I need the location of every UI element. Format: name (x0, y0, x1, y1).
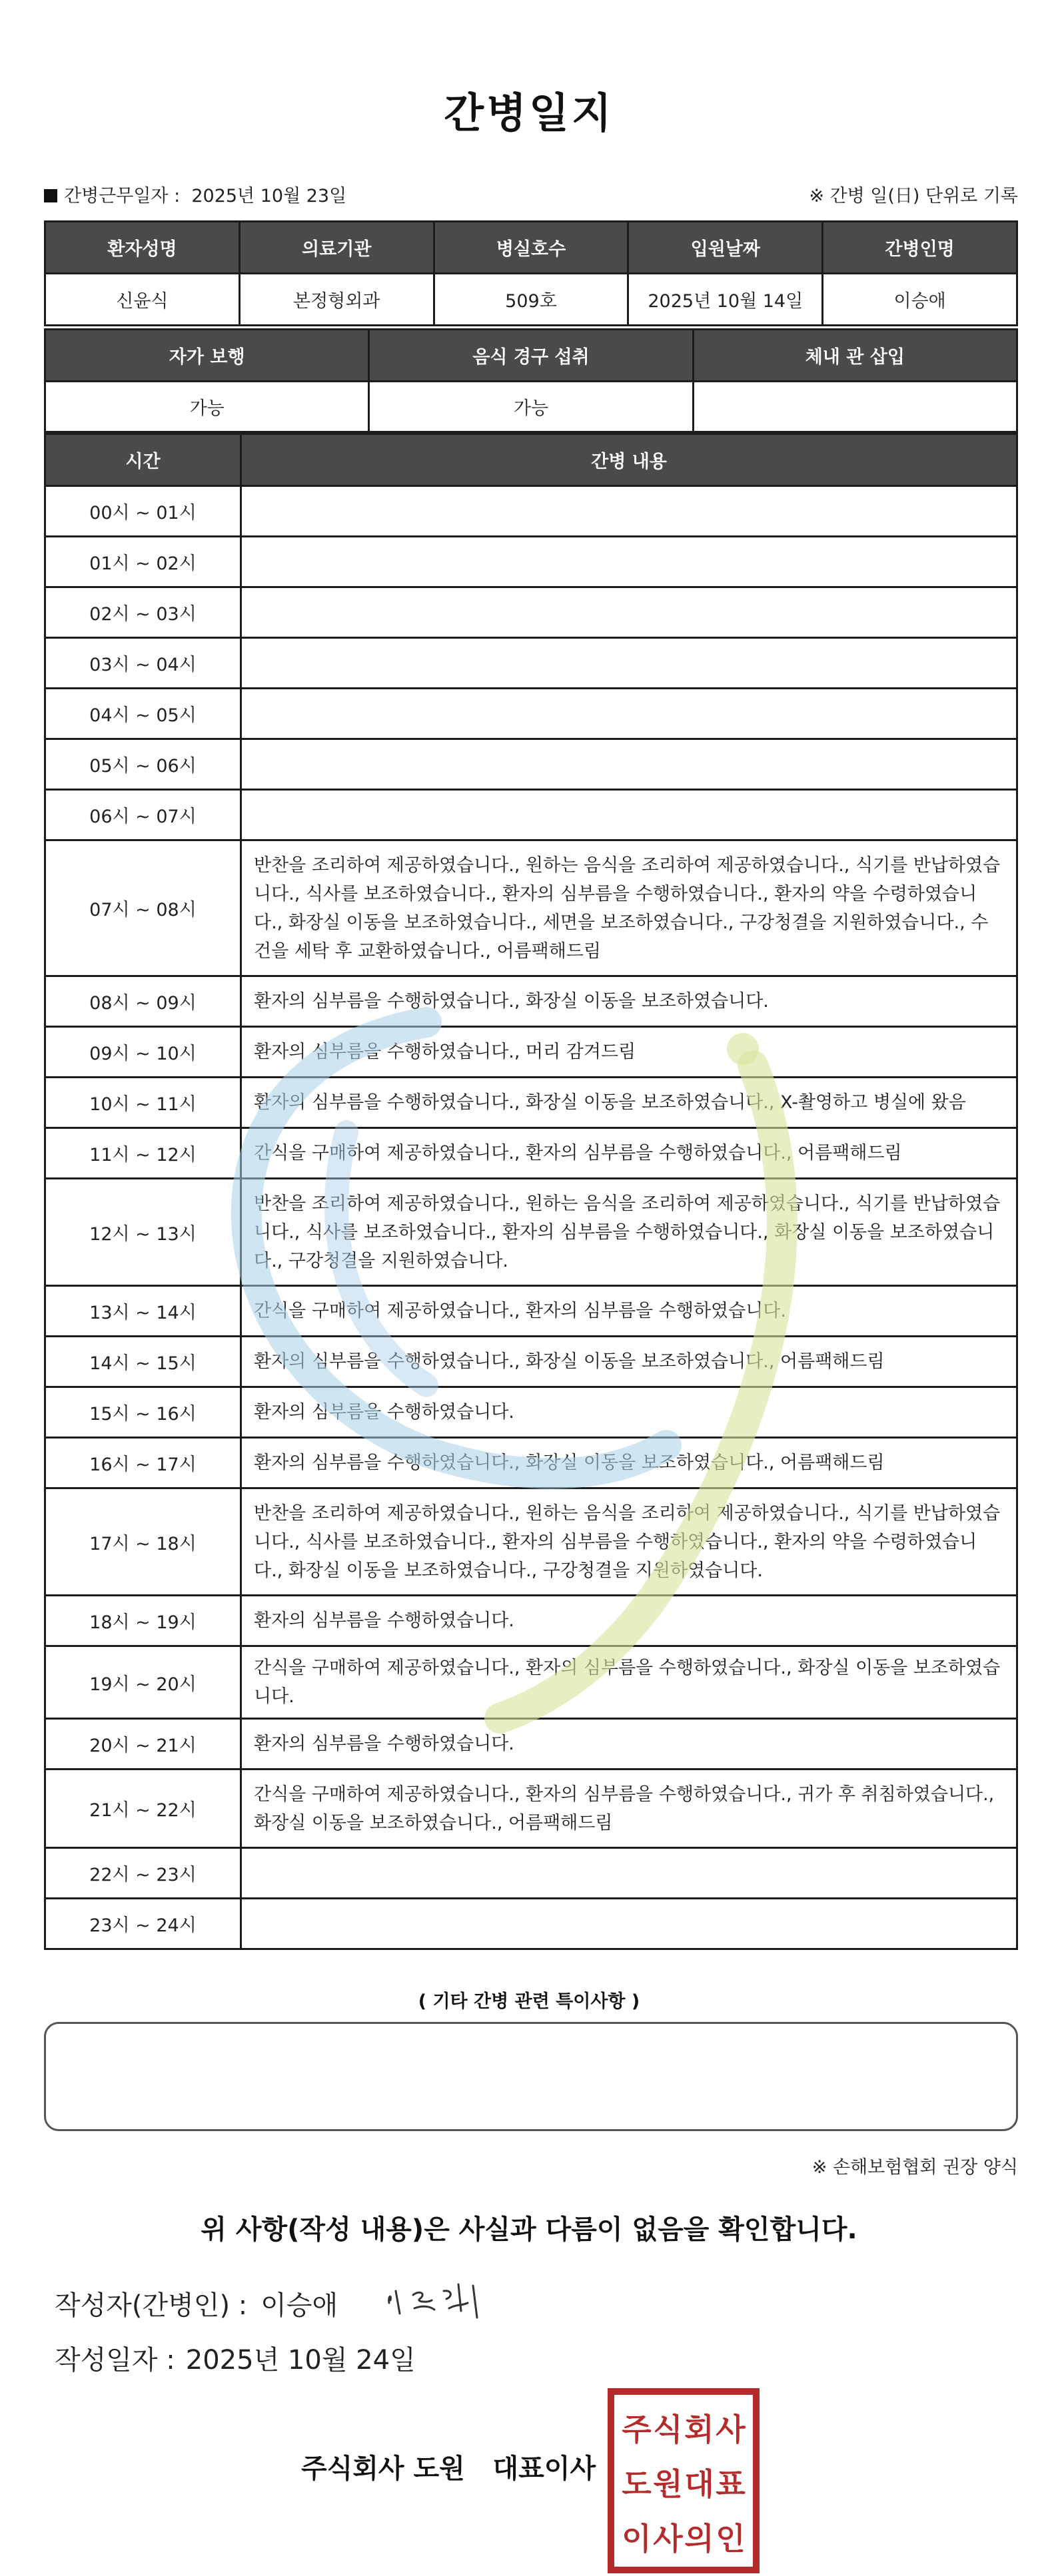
care-log-row (45, 1286, 1017, 1337)
time-slot: 14시 ~ 15시 (45, 1337, 241, 1387)
care-content: 반찬을 조리하여 제공하였습니다., 원하는 음식을 조리하여 제공하였습니다., 식기를 반납하였습니다., 식사를 보조하였습니다., 환자의 심부름을 수행하였습니다., 환자의 약을 수령하였습니다., 화장실 이동을 보조하였습니다., 구강청결을 지원하였습니다. (241, 1488, 1017, 1596)
written-date-value: 2025년 10월 24일 (185, 2345, 416, 2376)
hospital: 본정형외과 (239, 274, 434, 326)
care-content: 반찬을 조리하여 제공하였습니다., 원하는 음식을 조리하여 제공하였습니다., 식기를 반납하였습니다., 식사를 보조하였습니다., 환자의 심부름을 수행하였습니다., 환자의 약을 수령하였습니다., 화장실 이동을 보조하였습니다., 세면을 보조하였습니다., 구강청결을 지원하였습니다., 수건을 세탁 후 교환하였습니다., 어름팩해드림 (241, 840, 1017, 976)
recommended-form-note: ※ 손해보험협회 권장 양식 (811, 2157, 1018, 2178)
care-log-row (45, 486, 1017, 537)
care-content (241, 790, 1017, 840)
writer-line (55, 2284, 338, 2322)
patient-status-table (44, 328, 1018, 433)
time-slot: 03시 ~ 04시 (45, 638, 241, 689)
time-slot: 00시 ~ 01시 (45, 486, 241, 537)
header-room: 병실호수 (434, 222, 628, 274)
square-bullet-icon (44, 189, 57, 202)
time-slot: 17시 ~ 18시 (45, 1488, 241, 1596)
care-log-body (45, 486, 1017, 1949)
care-log-row (45, 1337, 1017, 1387)
care-content: 환자의 심부름을 수행하였습니다., 화장실 이동을 보조하였습니다. (241, 976, 1017, 1027)
tube-insertion-value (693, 382, 1017, 432)
time-slot: 11시 ~ 12시 (45, 1128, 241, 1179)
care-log-row (45, 1179, 1017, 1286)
work-date (44, 181, 346, 207)
unit-note: ※ 간병 일(日) 단위로 기록 (809, 186, 1018, 206)
care-log-row (45, 689, 1017, 739)
care-content (241, 486, 1017, 537)
notes-title: ( 기타 간병 관련 특이사항 ) (418, 1991, 640, 2012)
care-log-row (45, 976, 1017, 1027)
care-log-row (45, 537, 1017, 587)
seal-character: 사 (716, 2412, 746, 2447)
header-self-walking: 자가 보행 (45, 330, 369, 382)
time-slot: 10시 ~ 11시 (45, 1078, 241, 1128)
writer-label: 작성자(간병인) : (55, 2290, 248, 2321)
seal-character: 도 (622, 2466, 652, 2502)
care-content: 간식을 구매하여 제공하였습니다., 환자의 심부름을 수행하였습니다., 화장실 이동을 보조하였습니다. (241, 1646, 1017, 1719)
time-slot: 16시 ~ 17시 (45, 1438, 241, 1488)
seal-character: 사 (653, 2521, 683, 2557)
care-log-row (45, 739, 1017, 790)
time-slot: 07시 ~ 08시 (45, 840, 241, 976)
care-content: 환자의 심부름을 수행하였습니다. (241, 1596, 1017, 1646)
care-log-row (45, 1438, 1017, 1488)
seal-character: 회 (684, 2412, 714, 2447)
care-content: 환자의 심부름을 수행하였습니다., 화장실 이동을 보조하였습니다., X-촬영하고 병실에 왔음 (241, 1078, 1017, 1128)
time-slot: 15시 ~ 16시 (45, 1387, 241, 1438)
patient-info-table (44, 220, 1018, 326)
care-log-row (45, 790, 1017, 840)
time-slot: 19시 ~ 20시 (45, 1646, 241, 1719)
care-log-row (45, 1078, 1017, 1128)
header-hospital: 의료기관 (239, 222, 434, 274)
seal-character: 주 (622, 2412, 652, 2447)
care-content (241, 638, 1017, 689)
seal-character: 대 (684, 2466, 714, 2502)
care-log-row (45, 1128, 1017, 1179)
care-log-row (45, 1596, 1017, 1646)
written-date-line (55, 2339, 416, 2377)
care-log-row (45, 638, 1017, 689)
care-content (241, 739, 1017, 790)
patient-name: 신윤식 (45, 274, 240, 326)
oral-intake-value: 가능 (369, 382, 693, 432)
header-tube-insertion: 체내 관 삽입 (693, 330, 1017, 382)
seal-character: 표 (716, 2466, 746, 2502)
care-content: 반찬을 조리하여 제공하였습니다., 원하는 음식을 조리하여 제공하였습니다., 식기를 반납하였습니다., 식사를 보조하였습니다., 환자의 심부름을 수행하였습니다., 화장실 이동을 보조하였습니다., 구강청결을 지원하였습니다. (241, 1179, 1017, 1286)
patient-info-value-row (45, 274, 1017, 326)
header-caregiver-name: 간병인명 (823, 222, 1017, 274)
care-log-row (45, 1719, 1017, 1770)
care-content: 간식을 구매하여 제공하였습니다., 환자의 심부름을 수행하였습니다., 어름팩해드림 (241, 1128, 1017, 1179)
seal-character: 인 (716, 2521, 746, 2557)
header-patient-name: 환자성명 (45, 222, 240, 274)
header-admission-date: 입원날짜 (628, 222, 823, 274)
care-content: 환자의 심부름을 수행하였습니다., 머리 감겨드림 (241, 1027, 1017, 1078)
care-content (241, 587, 1017, 638)
work-date-label: 간병근무일자 : (64, 186, 181, 206)
seal-character: 의 (684, 2521, 714, 2557)
company-representative: 주식회사 도원 대표이사 (301, 2453, 596, 2484)
writer-name: 이승애 (261, 2290, 338, 2321)
header-time: 시간 (45, 434, 241, 486)
header-care-content: 간병 내용 (241, 434, 1017, 486)
notes-box (44, 2022, 1018, 2131)
patient-status-value-row (45, 382, 1017, 432)
time-slot: 18시 ~ 19시 (45, 1596, 241, 1646)
time-slot: 05시 ~ 06시 (45, 739, 241, 790)
room-number: 509호 (434, 274, 628, 326)
patient-info-header-row (45, 222, 1017, 274)
care-log-row (45, 1848, 1017, 1899)
seal-characters (621, 2400, 746, 2564)
time-slot: 22시 ~ 23시 (45, 1848, 241, 1899)
care-content: 환자의 심부름을 수행하였습니다., 화장실 이동을 보조하였습니다., 어름팩해드림 (241, 1438, 1017, 1488)
time-slot: 23시 ~ 24시 (45, 1899, 241, 1949)
time-slot: 06시 ~ 07시 (45, 790, 241, 840)
seal-character: 이 (622, 2521, 652, 2557)
time-slot: 20시 ~ 21시 (45, 1719, 241, 1770)
confirmation-statement: 위 사항(작성 내용)은 사실과 다름이 없음을 확인합니다. (201, 2214, 857, 2245)
care-log-row (45, 1387, 1017, 1438)
care-content (241, 537, 1017, 587)
time-slot: 01시 ~ 02시 (45, 537, 241, 587)
care-log-row (45, 1646, 1017, 1719)
care-content (241, 689, 1017, 739)
time-slot: 13시 ~ 14시 (45, 1286, 241, 1337)
patient-status-header-row (45, 330, 1017, 382)
care-log-header-row (45, 434, 1017, 486)
care-content: 간식을 구매하여 제공하였습니다., 환자의 심부름을 수행하였습니다. (241, 1286, 1017, 1337)
care-log-row (45, 1899, 1017, 1949)
meta-row (44, 181, 1018, 208)
care-content: 환자의 심부름을 수행하였습니다. (241, 1387, 1017, 1438)
care-content: 간식을 구매하여 제공하였습니다., 환자의 심부름을 수행하였습니다., 귀가 후 취침하였습니다., 화장실 이동을 보조하였습니다., 어름팩해드림 (241, 1770, 1017, 1848)
self-walking-value: 가능 (45, 382, 369, 432)
care-content: 환자의 심부름을 수행하였습니다., 화장실 이동을 보조하였습니다., 어름팩해드림 (241, 1337, 1017, 1387)
time-slot: 09시 ~ 10시 (45, 1027, 241, 1078)
time-slot: 04시 ~ 05시 (45, 689, 241, 739)
care-log-row (45, 587, 1017, 638)
written-date-label: 작성일자 : (55, 2345, 175, 2376)
header-oral-intake: 음식 경구 섭취 (369, 330, 693, 382)
care-content: 환자의 심부름을 수행하였습니다. (241, 1719, 1017, 1770)
company-seal-stamp (608, 2388, 760, 2573)
handwritten-signature (380, 2271, 493, 2324)
work-date-value: 2025년 10월 23일 (191, 186, 347, 206)
caregiver-name: 이승애 (823, 274, 1017, 326)
care-log-row (45, 1027, 1017, 1078)
time-slot: 02시 ~ 03시 (45, 587, 241, 638)
time-slot: 21시 ~ 22시 (45, 1770, 241, 1848)
time-slot: 08시 ~ 09시 (45, 976, 241, 1027)
care-log-row (45, 1488, 1017, 1596)
care-log-row (45, 840, 1017, 976)
care-content (241, 1848, 1017, 1899)
care-content (241, 1899, 1017, 1949)
care-log-table (44, 433, 1018, 1950)
time-slot: 12시 ~ 13시 (45, 1179, 241, 1286)
document-title: 간병일지 (444, 89, 614, 137)
seal-character: 원 (653, 2466, 683, 2502)
admission-date: 2025년 10월 14일 (628, 274, 823, 326)
seal-character: 식 (653, 2412, 683, 2447)
care-log-row (45, 1770, 1017, 1848)
